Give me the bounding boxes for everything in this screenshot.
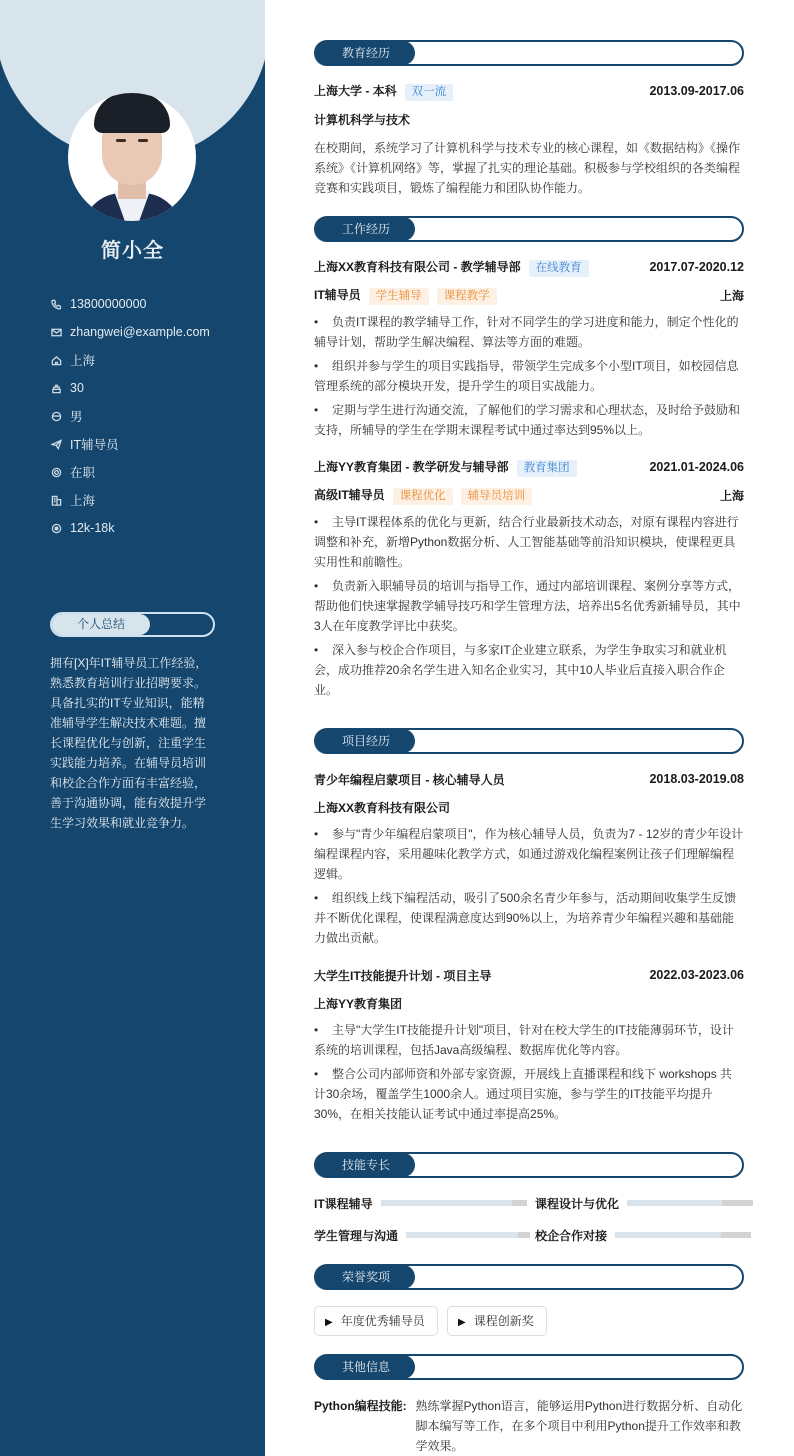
award-item: ▶ 年度优秀辅导员 [314,1306,438,1336]
avatar [68,93,196,221]
awards-section-header [314,1264,744,1290]
contact-age: 30 [50,374,250,402]
work-location: 上海 [719,288,744,303]
role-tag: 课程优化 [393,488,453,505]
project-bullet: • 主导"大学生IT技能提升计划"项目，针对在校大学生的IT技能薄弱环节，设计系统的培训课程，包括Java高级编程、数据库优化等内容。 [314,1023,734,1057]
contact-email: zhangwei@example.com [50,318,250,346]
skills-section-header [314,1152,744,1178]
play-triangle-icon: ▶ [458,1317,466,1328]
skill-item: 课程设计与优化 [535,1194,753,1212]
company-tag: 在线教育 [529,260,589,277]
work-bullet: • 负责IT课程的教学辅导工作，针对不同学生的学习进度和能力，制定个性化的辅导计划，帮助学生解决编程、算法等方面的难题。 [314,315,739,349]
other-info-row [314,1396,744,1456]
contact-job: IT辅导员 [50,430,250,458]
play-triangle-icon: ▶ [325,1317,333,1328]
projects-section-header [314,728,744,754]
skill-item: 校企合作对接 [535,1226,751,1244]
project-date: 2022.03-2023.06 [649,968,744,982]
project-name: 大学生IT技能提升计划 - 项目主导 [314,968,492,983]
project-entry [314,966,744,1128]
project-bullet: • 参与"青少年编程启蒙项目"，作为核心辅导人员，负责为7 - 12岁的青少年设计编程课程内容，采用趣味化教学方式，如通过游戏化编程案例让孩子们理解编程逻辑。 [314,827,744,881]
summary-title: 个人总结 [52,614,150,635]
company-name: 上海XX教育科技有限公司 - 教学辅导部 [314,259,521,274]
summary-text: 拥有[X]年IT辅导员工作经验，熟悉教育培训行业招聘要求。具备扎实的IT专业知识，能精准辅导学生解决技术难题。擅长课程优化与创新，注重学生实践能力培养。在辅导员培训和校企合作方面有丰富经验，善于沟通协调，能有效提升学生学习效果和就业竞争力。 [50,656,208,830]
work-date: 2017.07-2020.12 [649,260,744,274]
skill-item: IT课程辅导 [314,1194,527,1212]
city-icon [50,494,62,506]
school-name: 上海大学 - 本科 [314,83,397,98]
status-icon [50,466,62,478]
contact-salary: 12k-18k [50,514,250,542]
sidebar [0,0,265,1456]
work-entry [314,258,744,444]
other-info-value: 熟练掌握Python语言，能够运用Python进行数据分析、自动化脚本编写等工作，在多个项目中利用Python提升工作效率和教学效果。 [415,1399,743,1453]
home-icon [50,354,62,366]
work-section-header [314,216,744,242]
education-description: 在校期间，系统学习了计算机科学与技术专业的核心课程，如《数据结构》《操作系统》《计算机网络》等，掌握了扎实的理论基础。积极参与学校组织的各类编程竞赛和实践项目，锻炼了编程能力和团队协作能力。 [314,141,741,195]
project-org: 上海YY教育集团 [314,996,403,1011]
contact-status: 在职 [50,458,250,486]
education-date: 2013.09-2017.06 [649,84,744,98]
education-entry [314,82,744,198]
contact-phone: 13800000000 [50,290,250,318]
awards-title: 荣誉奖项 [315,1265,415,1289]
work-date: 2021.01-2024.06 [649,460,744,474]
work-bullet: • 定期与学生进行沟通交流，了解他们的学习需求和心理状态，及时给予鼓励和支持，所辅导的学生在学期末课程考试中通过率达到95%以上。 [314,403,741,437]
skill-item: 学生管理与沟通 [314,1226,530,1244]
major: 计算机科学与技术 [314,112,411,127]
work-bullet: • 负责新入职辅导员的培训与指导工作，通过内部培训课程、案例分享等方式，帮助他们快速掌握教学辅导技巧和学生管理方法，培养出5名优秀新辅导员，其中3人在年度教学评比中获奖。 [314,579,741,633]
contact-home: 上海 [50,346,250,374]
contact-gender: 男 [50,402,250,430]
school-tag: 双一流 [405,84,454,101]
contact-list [50,290,250,542]
work-bullet: • 深入参与校企合作项目，与多家IT企业建立联系，为学生争取实习和就业机会，成功推荐20余名学生进入知名企业实习，其中10人毕业后直接入职合作企业。 [314,643,727,697]
award-item: ▶ 课程创新奖 [447,1306,547,1336]
gender-icon [50,410,62,422]
company-tag: 教育集团 [517,460,577,477]
project-name: 青少年编程启蒙项目 - 核心辅导人员 [314,772,505,787]
age-icon [50,382,62,394]
project-date: 2018.03-2019.08 [649,772,744,786]
phone-icon [50,298,62,310]
salary-icon [50,522,62,534]
work-title: 工作经历 [315,217,415,241]
summary-section-header [50,612,215,637]
work-entry [314,458,744,704]
other-section-header [314,1354,744,1380]
work-bullet: • 主导IT课程体系的优化与更新，结合行业最新技术动态，对原有课程内容进行调整和补充，新增Python数据分析、人工智能基础等前沿知识模块，使课程更具实用性和前瞻性。 [314,515,739,569]
skill-bar [627,1200,753,1206]
email-icon [50,326,62,338]
candidate-name: 简小全 [101,240,164,262]
role-tag: 学生辅导 [369,288,429,305]
work-location: 上海 [719,488,744,503]
role-tag: 课程教学 [437,288,497,305]
skill-bar [406,1232,530,1238]
work-bullet: • 组织并参与学生的项目实践指导，带领学生完成多个小型IT项目，如校园信息管理系统的部分模块开发，提升学生的项目实战能力。 [314,359,739,393]
job-role: 高级IT辅导员 [314,487,385,502]
project-bullet: • 整合公司内部师资和外部专家资源，开展线上直播课程和线下 workshops 共计30余场，覆盖学生1000余人。通过项目实施，参与学生的IT技能平均提升30%，在相关技能认证考试中通过率提高25%。 [314,1067,733,1121]
job-role: IT辅导员 [314,287,361,302]
contact-city: 上海 [50,486,250,514]
other-info-key: Python编程技能: [314,1399,407,1413]
other-title: 其他信息 [315,1355,415,1379]
skills-title: 技能专长 [315,1153,415,1177]
project-org: 上海XX教育科技有限公司 [314,800,451,815]
role-tag: 辅导员培训 [461,488,533,505]
job-icon [50,438,62,450]
education-section-header [314,40,744,66]
project-entry [314,770,744,952]
skill-bar [615,1232,751,1238]
project-bullet: • 组织线上线下编程活动，吸引了500余名青少年参与，活动期间收集学生反馈并不断优化课程，使课程满意度达到90%以上，为培养青少年编程兴趣和基础能力做出贡献。 [314,891,737,945]
skill-bar [381,1200,527,1206]
projects-title: 项目经历 [315,729,415,753]
education-title: 教育经历 [315,41,415,65]
company-name: 上海YY教育集团 - 教学研发与辅导部 [314,459,509,474]
